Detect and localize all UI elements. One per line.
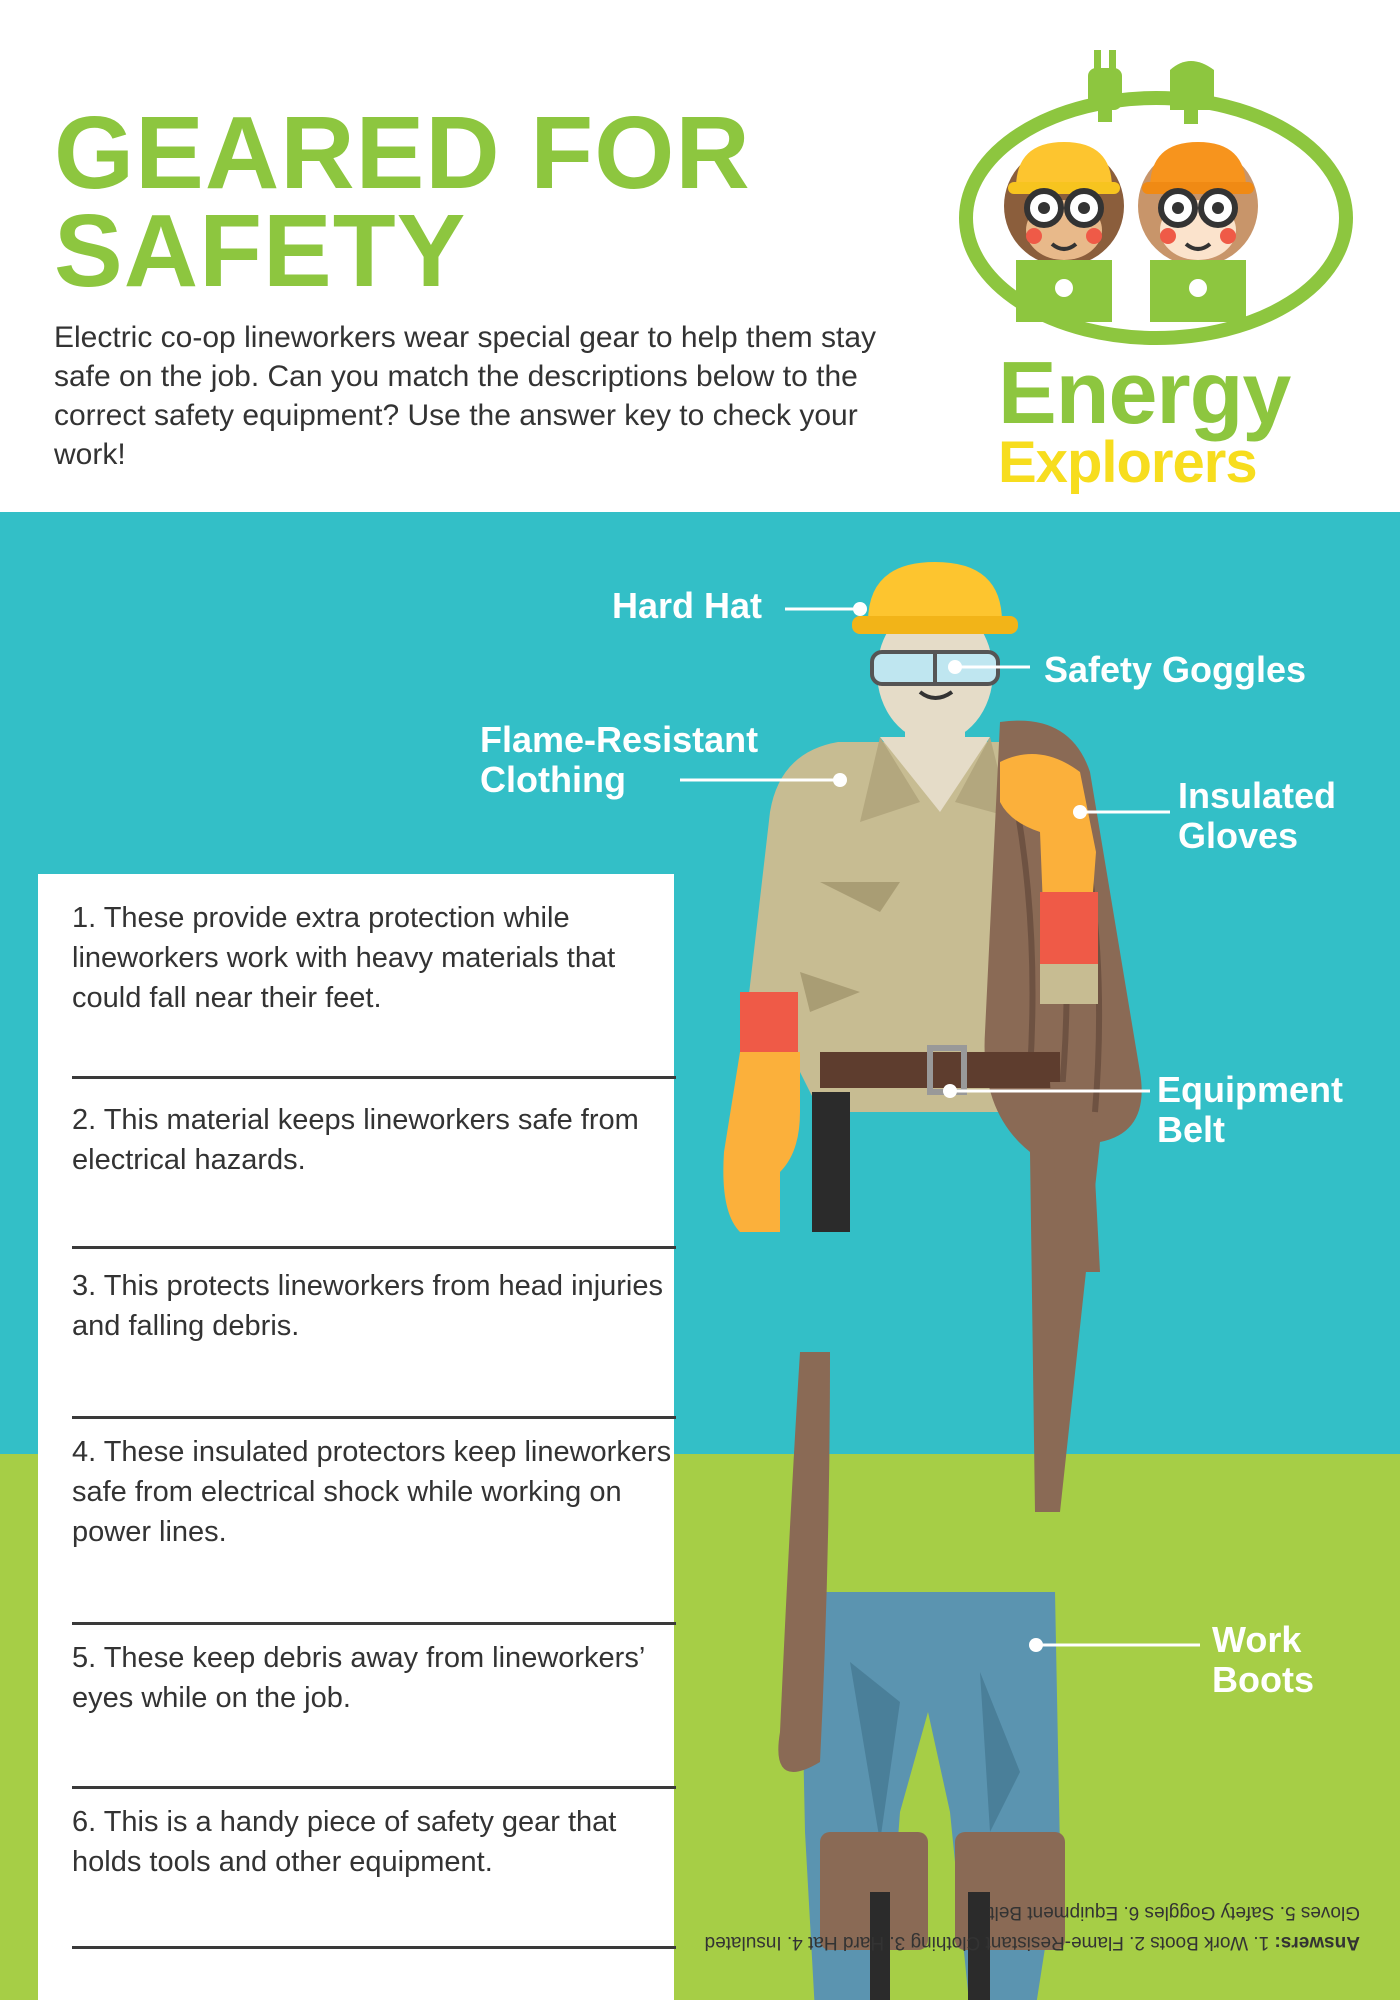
callout-belt-line-1: Equipment bbox=[1157, 1069, 1343, 1110]
mascot-right bbox=[1138, 142, 1258, 322]
question-3: 3. This protects lineworkers from head injuries and falling debris. bbox=[72, 1270, 663, 1342]
mascot-left bbox=[1004, 142, 1124, 322]
callout-gloves-line-2: Gloves bbox=[1178, 815, 1299, 856]
question-5: 5. These keep debris away from lineworkers’ eyes while on the job. bbox=[72, 1642, 645, 1714]
questions-panel bbox=[38, 874, 674, 2000]
answer-key-label: Answers: bbox=[1274, 1932, 1360, 1953]
question-4: 4. These insulated protectors keep lineworkers safe from electrical shock while working on power lines. bbox=[72, 1436, 672, 1548]
logo-word-energy: Energy bbox=[998, 343, 1291, 442]
energy-explorers-logo bbox=[958, 48, 1358, 495]
question-6: 6. This is a handy piece of safety gear that holds tools and other equipment. bbox=[72, 1806, 617, 1878]
callout-insulated-gloves bbox=[1178, 776, 1336, 856]
callout-boots-line-1: Work bbox=[1212, 1619, 1302, 1660]
answer-line-6[interactable] bbox=[72, 1946, 676, 1949]
callout-boots-line-2: Boots bbox=[1212, 1659, 1314, 1700]
callout-flame-line-1: Flame-Resistant bbox=[480, 719, 759, 760]
logo-word-explorers: Explorers bbox=[998, 430, 1257, 495]
logo-mascots-icon bbox=[958, 48, 1358, 348]
answer-line-5[interactable] bbox=[72, 1786, 676, 1789]
answer-line-4[interactable] bbox=[72, 1622, 676, 1625]
answer-line-1[interactable] bbox=[72, 1076, 676, 1079]
callout-flame-resistant-clothing bbox=[480, 720, 758, 800]
callout-belt-line-2: Belt bbox=[1157, 1109, 1226, 1150]
insulated-glove-lowered bbox=[723, 1052, 800, 1232]
callout-safety-goggles: Safety Goggles bbox=[1044, 649, 1307, 690]
answer-line-2[interactable] bbox=[72, 1246, 676, 1249]
callout-equipment-belt bbox=[1157, 1070, 1343, 1150]
hard-hat bbox=[852, 562, 1018, 634]
callout-hard-hat: Hard Hat bbox=[612, 585, 763, 626]
answer-line-3[interactable] bbox=[72, 1416, 676, 1419]
socket-icon bbox=[1170, 61, 1214, 124]
title-line-1: GEARED FOR bbox=[54, 95, 751, 210]
answer-key-text: 1. Work Boots 2. Flame-Resistant Clothing 3. Hard Hat 4. Insulated Gloves 5. Safety Goggles 6. Equipment Belt bbox=[704, 1902, 1360, 1953]
intro-text: Electric co-op lineworkers wear special gear to help them stay safe on the job. Can you match the descriptions below to the correct safety equipment? Use the answer key to check your work! bbox=[54, 321, 877, 471]
callout-gloves-line-1: Insulated bbox=[1178, 775, 1337, 816]
title-line-2: SAFETY bbox=[54, 193, 467, 308]
page-title bbox=[54, 95, 751, 308]
question-2: 2. This material keeps lineworkers safe from electrical hazards. bbox=[72, 1104, 639, 1176]
answer-key bbox=[680, 1897, 1360, 1957]
callout-work-boots bbox=[1212, 1620, 1314, 1700]
callout-flame-line-2: Clothing bbox=[480, 759, 626, 800]
question-1: 1. These provide extra protection while lineworkers work with heavy materials that could fall near their feet. bbox=[72, 902, 616, 1014]
